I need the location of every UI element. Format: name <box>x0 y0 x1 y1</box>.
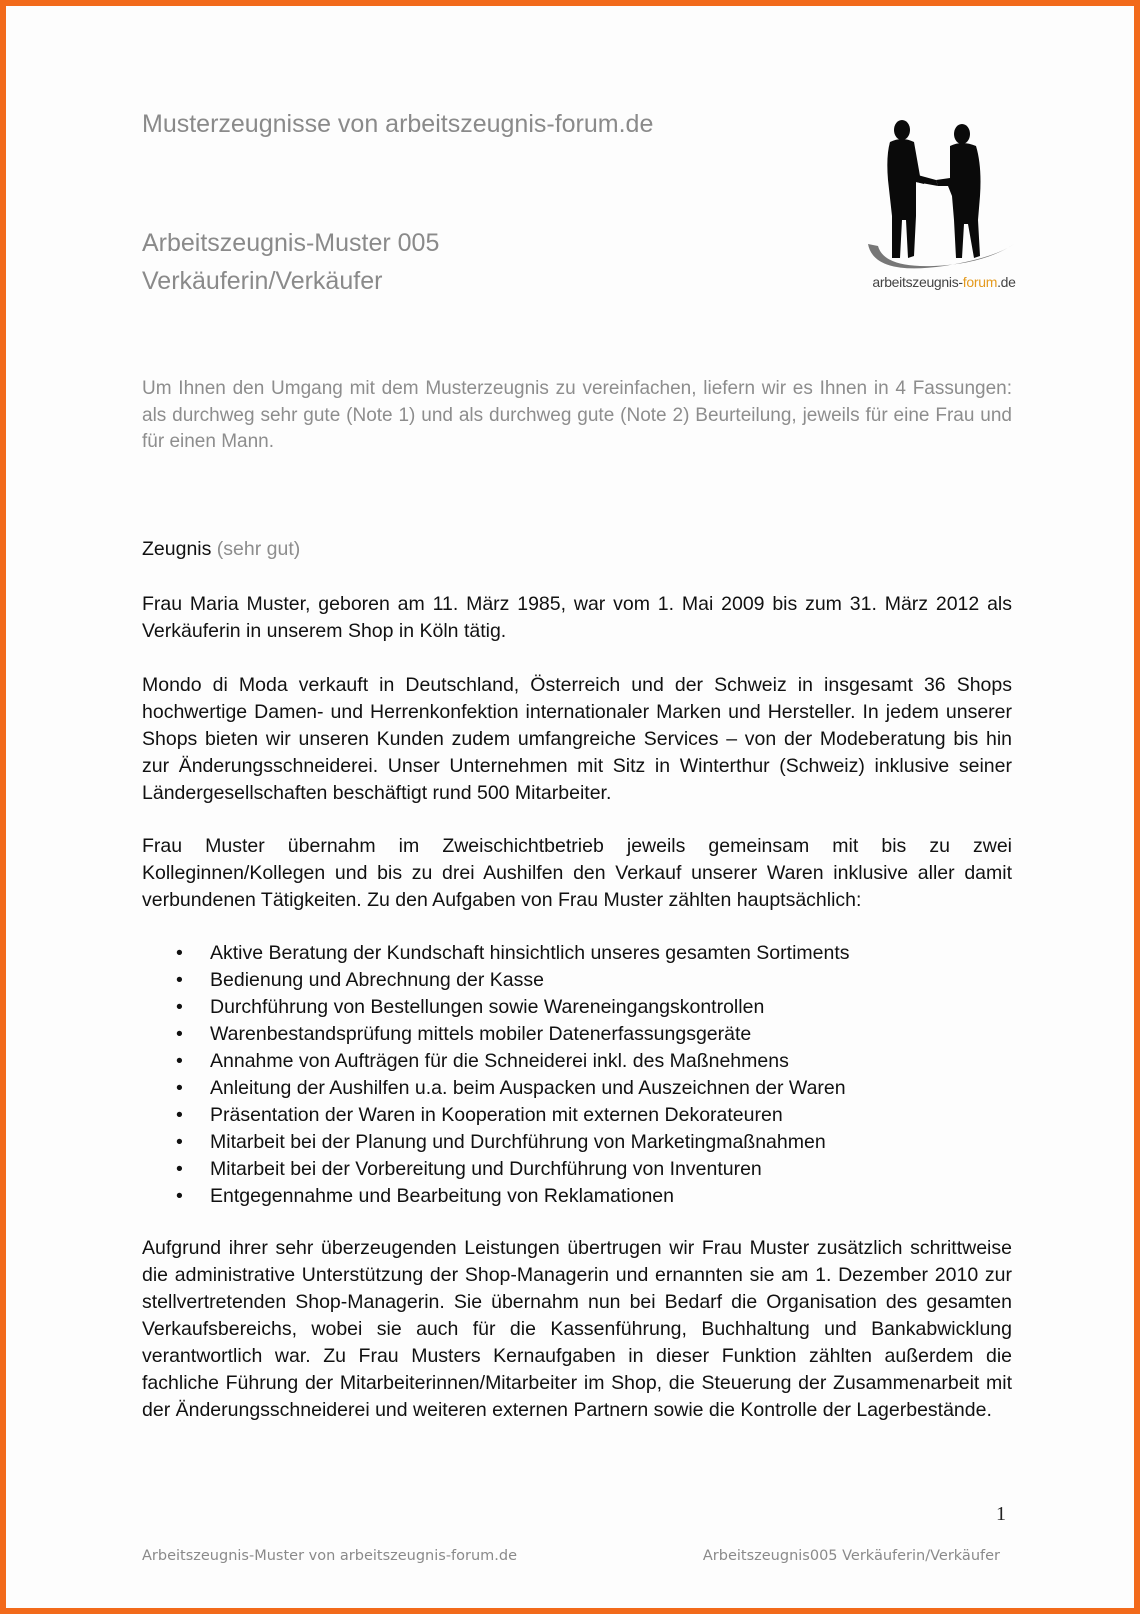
document-title-line2: Verkäuferin/Verkäufer <box>142 267 383 295</box>
intro-paragraph: Um Ihnen den Umgang mit dem Musterzeugnis zu vereinfachen, liefern wir es Ihnen in 4 Fassungen: als durchweg sehr gute (Note 1) und als durchweg gute (Note 2) Beurteilung, jeweils für eine Frau und für einen Mann. <box>142 378 1012 452</box>
paragraph-company: Mondo di Moda verkauft in Deutschland, Österreich und der Schweiz in insgesamt 36 Shops hochwertige Damen- und Herrenkonfektion internationaler Marken und Hersteller. In jedem unserer Shops bieten wir unseren Kunden zudem umfangreiche Services – von der Modeberatung bis hin zur Änderungsschneiderei. Unser Unternehmen mit Sitz in Winterthur (Schweiz) inklusive seiner Ländergesellschaften beschäftigt rund 500 Mitarbeiter. <box>142 674 1012 804</box>
list-item: • Entgegennahme und Bearbeitung von Reklamationen <box>142 1183 1012 1210</box>
list-item: • Durchführung von Bestellungen sowie Wareneingangskontrollen <box>142 994 1012 1021</box>
list-item: • Warenbestandsprüfung mittels mobiler Datenerfassungsgeräte <box>142 1021 1012 1048</box>
logo-text-part3: .de <box>997 274 1016 290</box>
list-item: • Bedienung und Abrechnung der Kasse <box>142 967 1012 994</box>
document-title-line1: Arbeitszeugnis-Muster 005 <box>142 229 440 257</box>
list-item: • Anleitung der Aushilfen u.a. beim Auspacken und Auszeichnen der Waren <box>142 1075 1012 1102</box>
logo-wordmark <box>864 274 1024 290</box>
handshake-silhouette-icon <box>864 116 1024 276</box>
company-logo <box>864 116 1024 296</box>
section-heading <box>142 538 300 561</box>
list-item: • Aktive Beratung der Kundschaft hinsichtlich unseres gesamten Sortiments <box>142 940 1012 967</box>
logo-text-part1: arbeitszeugnis- <box>872 274 963 290</box>
paragraph-promotion: Aufgrund ihrer sehr überzeugenden Leistungen übertrugen wir Frau Muster zusätzlich schrittweise die administrative Unterstützung der Shop-Managerin und ernannten sie am 1. Dezember 2010 zur stellvertretenden Shop-Managerin. Sie übernahm nun bei Bedarf die Organisation des gesamten Verkaufsbereichs, wobei sie auch für die Kassenführung, Buchhaltung und Bankabwicklung verantwortlich war. Zu Frau Musters Kernaufgaben in dieser Funktion zählten außerdem die fachliche Führung der Mitarbeiterinnen/Mitarbeiter im Shop, die Steuerung der Zusammenarbeit mit der Änderungsschneiderei und weiteren externen Partnern sowie die Kontrolle der Lagerbestände. <box>142 1237 1012 1421</box>
footer-left: Arbeitszeugnis-Muster von arbeitszeugnis-forum.de <box>142 1548 518 1564</box>
paragraph-employment: Frau Maria Muster, geboren am 11. März 1985, war vom 1. Mai 2009 bis zum 31. März 2012 als Verkäuferin in unserem Shop in Köln tätig. <box>142 593 1012 642</box>
document-title <box>142 224 439 300</box>
logo-text-accent: forum <box>962 274 998 290</box>
site-title: Musterzeugnisse von arbeitszeugnis-forum.de <box>142 110 654 138</box>
list-item: • Annahme von Aufträgen für die Schneiderei inkl. des Maßnehmens <box>142 1048 1012 1075</box>
list-item: • Mitarbeit bei der Vorbereitung und Durchführung von Inventuren <box>142 1156 1012 1183</box>
page-number: 1 <box>996 1503 1006 1525</box>
section-heading-grade: (sehr gut) <box>216 538 301 560</box>
list-item: • Präsentation der Waren in Kooperation mit externen Dekorateuren <box>142 1102 1012 1129</box>
paragraph-tasks-intro: Frau Muster übernahm im Zweischichtbetrieb jeweils gemeinsam mit bis zu zwei Kolleginnen/Kollegen und bis zu drei Aushilfen den Verkauf unserer Waren inklusive aller damit verbundenen Tätigkeiten. Zu den Aufgaben von Frau Muster zählten hauptsächlich: <box>142 835 1012 911</box>
footer-right: Arbeitszeugnis005 Verkäuferin/Verkäufer <box>702 1548 1000 1564</box>
list-item: • Mitarbeit bei der Planung und Durchführung von Marketingmaßnahmen <box>142 1129 1012 1156</box>
task-list <box>142 940 1012 1210</box>
section-heading-title: Zeugnis <box>142 538 212 560</box>
